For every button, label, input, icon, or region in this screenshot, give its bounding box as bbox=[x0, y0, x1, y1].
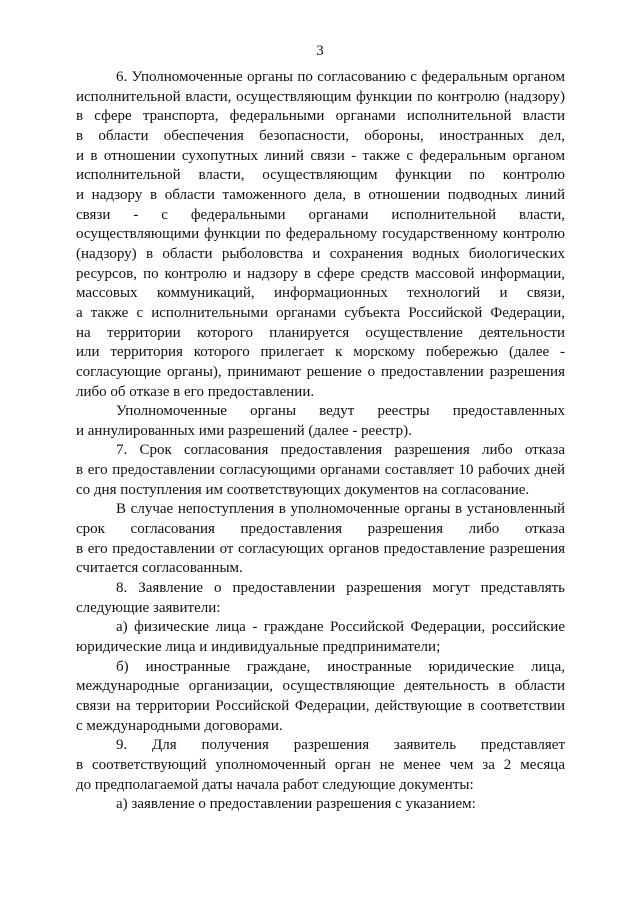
text-line: в области обеспечения безопасности, обороны, иностранных дел, bbox=[76, 127, 565, 144]
text-line: со дня поступления им соответствующих документов на согласование. bbox=[76, 481, 530, 498]
text-line: связи на территории Российской Федерации, действующие в соответствии bbox=[76, 698, 565, 714]
paragraph-p9 bbox=[76, 736, 565, 795]
text-line: исполнительной власти, осуществляющим функции по контролю (надзору) bbox=[76, 88, 565, 105]
text-line: 6. Уполномоченные органы по согласованию с федеральным органом bbox=[116, 69, 565, 85]
text-line: а) физические лица - граждане Российской Федерации, российские bbox=[116, 619, 565, 636]
text-line: согласующие органы), принимают решение о предоставлении разрешения bbox=[76, 363, 565, 380]
text-line: а также с исполнительными органами субъекта Российской Федерации, bbox=[76, 304, 565, 321]
text-line: следующие заявители: bbox=[76, 599, 221, 616]
text-line: 9. Для получения разрешения заявитель представляет bbox=[116, 737, 565, 754]
text-line: в соответствующий уполномоченный орган не менее чем за 2 месяца bbox=[76, 756, 565, 773]
text-line: ресурсов, по контролю и надзору в сфере средств массовой информации, bbox=[76, 265, 565, 282]
text-line: исполнительной власти, осуществляющим функции по контролю bbox=[76, 167, 565, 184]
text-line: до предполагаемой даты начала работ следующие документы: bbox=[76, 776, 474, 793]
paragraph-p8b bbox=[76, 658, 565, 737]
text-line: в сфере транспорта, федеральными органами исполнительной власти bbox=[76, 108, 565, 125]
page-number: 3 bbox=[316, 43, 324, 59]
paragraph-p9a bbox=[76, 795, 565, 815]
text-line: юридические лица и индивидуальные предприниматели; bbox=[76, 639, 441, 656]
text-line: а) заявление о предоставлении разрешения с указанием: bbox=[116, 796, 476, 813]
document-body bbox=[76, 68, 565, 815]
text-line: в его предоставлении от согласующих органов предоставление разрешения bbox=[76, 540, 565, 557]
paragraph-p7-nonreceipt bbox=[76, 500, 565, 579]
text-line: В случае непоступления в уполномоченные органы в установленный bbox=[116, 501, 565, 518]
text-line: и аннулированных ими разрешений (далее - реестр). bbox=[76, 422, 412, 439]
text-line: международные организации, осуществляющие деятельность в области bbox=[76, 678, 565, 695]
text-line: срок согласования предоставления разрешения либо отказа bbox=[76, 521, 565, 538]
text-line: считается согласованным. bbox=[76, 560, 243, 577]
text-line: на территории которого планируется осуществление деятельности bbox=[76, 324, 565, 341]
text-line: осуществляющими функции по федеральному государственному контролю bbox=[76, 226, 565, 243]
text-line: в его предоставлении согласующими органами составляет 10 рабочих дней bbox=[76, 462, 565, 479]
text-line: или территория которого прилегает к морскому побережью (далее - bbox=[76, 344, 565, 361]
paragraph-p8a bbox=[76, 618, 565, 657]
text-line: связи - с федеральными органами исполнительной власти, bbox=[76, 206, 565, 223]
text-line: 7. Срок согласования предоставления разрешения либо отказа bbox=[116, 442, 565, 459]
text-line: (надзору) в области рыболовства и сохранения водных биологических bbox=[76, 245, 565, 262]
text-line: б) иностранные граждане, иностранные юридические лица, bbox=[116, 658, 565, 675]
paragraph-p6 bbox=[76, 68, 565, 402]
text-line: с международными договорами. bbox=[76, 717, 283, 734]
text-line: массовых коммуникаций, информационных технологий и связи, bbox=[76, 285, 565, 302]
text-line: 8. Заявление о предоставлении разрешения могут представлять bbox=[116, 580, 565, 597]
paragraph-p7 bbox=[76, 441, 565, 500]
text-line: и надзору в области таможенного дела, в отношении подводных линий bbox=[76, 186, 565, 203]
paragraph-p8 bbox=[76, 579, 565, 618]
text-line: Уполномоченные органы ведут реестры предоставленных bbox=[116, 403, 565, 420]
paragraph-p-registry bbox=[76, 402, 565, 441]
text-line: и в отношении сухопутных линий связи - также с федеральным органом bbox=[76, 147, 565, 164]
text-line: либо об отказе в его предоставлении. bbox=[76, 383, 315, 400]
